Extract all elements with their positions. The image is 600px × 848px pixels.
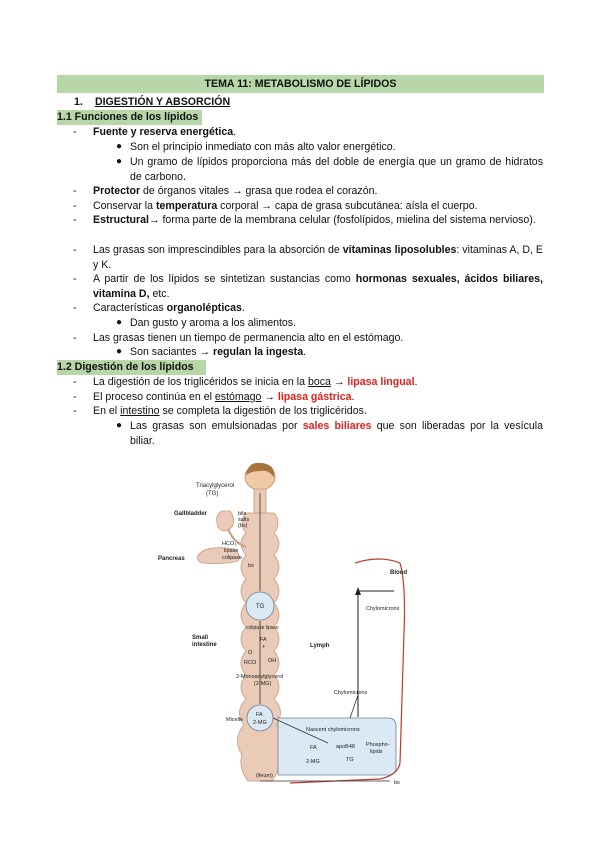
bullet-icon: ● [116,346,123,357]
list-item-permanencia: Las grasas tienen un tiempo de permanencia alto en el estómago. [93,332,404,344]
heading-text: DIGESTIÓN Y ABSORCIÓN [94,96,231,108]
list-item-fuente: Fuente y reserva energética. [93,126,237,138]
label-colipase: colipase [222,555,243,561]
label-2mg-enterocyte: 2-MG [306,759,320,765]
dash-marker: - [73,376,77,388]
label-tg: (TG) [206,491,219,497]
label-chylomicrons-lymph: Chylomicrons [334,690,368,696]
sublist-item-sales-biliares: Las grasas son emulsionadas por sales biliares que son liberadas por la vesícula biliar. [130,420,543,447]
flow-arrow [350,695,358,718]
label-plus: + [262,644,266,650]
subsection-heading-1-2: 1.2 Digestión de los lípidos [57,360,206,375]
sublist-item-gusto: Dan gusto y aroma a los alimentos. [130,317,297,329]
label-small: Small [192,635,209,641]
label-phospholipids-2: lipids [370,749,383,755]
label-micelle-2mg: 2-MG [253,720,267,726]
label-chylomicrons-blood: Chylomicrons [366,606,400,612]
label-bs: bs [248,563,254,569]
label-oh: OH [268,658,277,664]
bullet-icon: ● [116,141,123,152]
sublist-item-saciantes: Son saciantes → regulan la ingesta. [130,346,307,358]
bullet-icon: ● [116,317,123,328]
list-item-vitaminas: Las grasas son imprescindibles para la absorción de vitaminas liposolubles: vitaminas A, D, E y K. [93,244,543,271]
list-item-intestino: En el intestino se completa la digestión de los triglicéridos. [93,405,367,417]
sublist-item-gramo: Un gramo de lípidos proporciona más del doble de energía que un gramo de hidratos de carbono. [130,156,543,183]
label-2mg: (2-MG) [254,681,272,687]
gallbladder-shape [217,511,234,531]
label-lipase: lipase [224,548,239,554]
list-item-hormonas: A partir de los lípidos se sintetizan sustancias como hormonas sexuales, ácidos biliares, vitamina D, etc. [93,273,543,300]
dash-marker: - [73,200,77,212]
label-lymph: Lymph [310,643,330,649]
label-apob48: apoB48 [336,744,355,750]
label-intestine: intestine [192,642,217,648]
list-item-organolepticas: Características organolépticas. [93,302,245,314]
micelle-shape [247,705,273,731]
label-tg-enterocyte: TG [346,757,354,763]
label-bs-out: bs [394,780,400,786]
dash-marker: - [73,405,77,417]
dash-marker: - [73,302,77,314]
section-heading-1 [74,95,230,110]
document-title: TEMA 11: METABOLISMO DE LÍPIDOS [57,75,544,93]
label-o: O [248,650,253,656]
sublist-item-valor: Son el principio inmediato con más alto valor energético. [130,141,396,153]
bullet-icon: ● [116,156,123,167]
lipid-digestion-diagram [150,463,450,793]
dash-marker: - [73,126,77,138]
dash-marker: - [73,332,77,344]
list-item-boca: La digestión de los triglicéridos se inicia en la boca → lipasa lingual. [93,376,418,388]
dash-marker: - [73,214,77,226]
label-micelle: Micelle [226,717,244,723]
label-pancreas: Pancreas [158,556,185,562]
label-nascent-chylomicrons: Nascent chylomicrons [306,727,360,733]
list-item-protector: Protector de órganos vitales → grasa que rodea el corazón. [93,185,378,197]
heading-number: 1. [74,96,83,108]
label-gallbladder: Gallbladder [174,511,208,517]
dash-marker: - [73,273,77,285]
label-tg-droplet: TG [256,604,265,610]
list-item-temperatura: Conservar la temperatura corporal → capa de grasa subcutánea: aísla el cuerpo. [93,200,478,212]
label-bile-3: (bs) [238,523,248,529]
label-bile-2: salts [238,517,250,523]
label-micelle-fa: FA [256,712,263,718]
dash-marker: - [73,391,77,403]
label-ileum: (ileum) [256,773,273,779]
bullet-icon: ● [116,420,123,431]
dash-marker: - [73,244,77,256]
dash-marker: - [73,185,77,197]
label-hco3: HCO₃⁻ [222,541,240,547]
label-colipase-lipase: colipase lipase [246,625,279,631]
label-rco: RCO [244,660,257,666]
label-fa: FA [260,637,267,643]
label-triacylglycerol: Triacylglycerol [196,483,235,489]
label-phospholipids-1: Phospho- [366,742,390,748]
label-blood: Blood [390,570,407,576]
list-item-estomago: El proceso continúa en el estómago → lipasa gástrica. [93,391,355,403]
label-2-monoacylglycerol: 2-Monoacylglycerol [236,674,284,680]
subsection-heading-1-1: 1.1 Funciones de los lípidos [57,110,202,125]
label-fa-enterocyte: FA [310,745,317,751]
label-bile-1: bile [238,511,247,517]
list-item-estructural: Estructural→ forma parte de la membrana celular (fosfolípidos, mielina del sistema nervioso). [93,214,536,226]
